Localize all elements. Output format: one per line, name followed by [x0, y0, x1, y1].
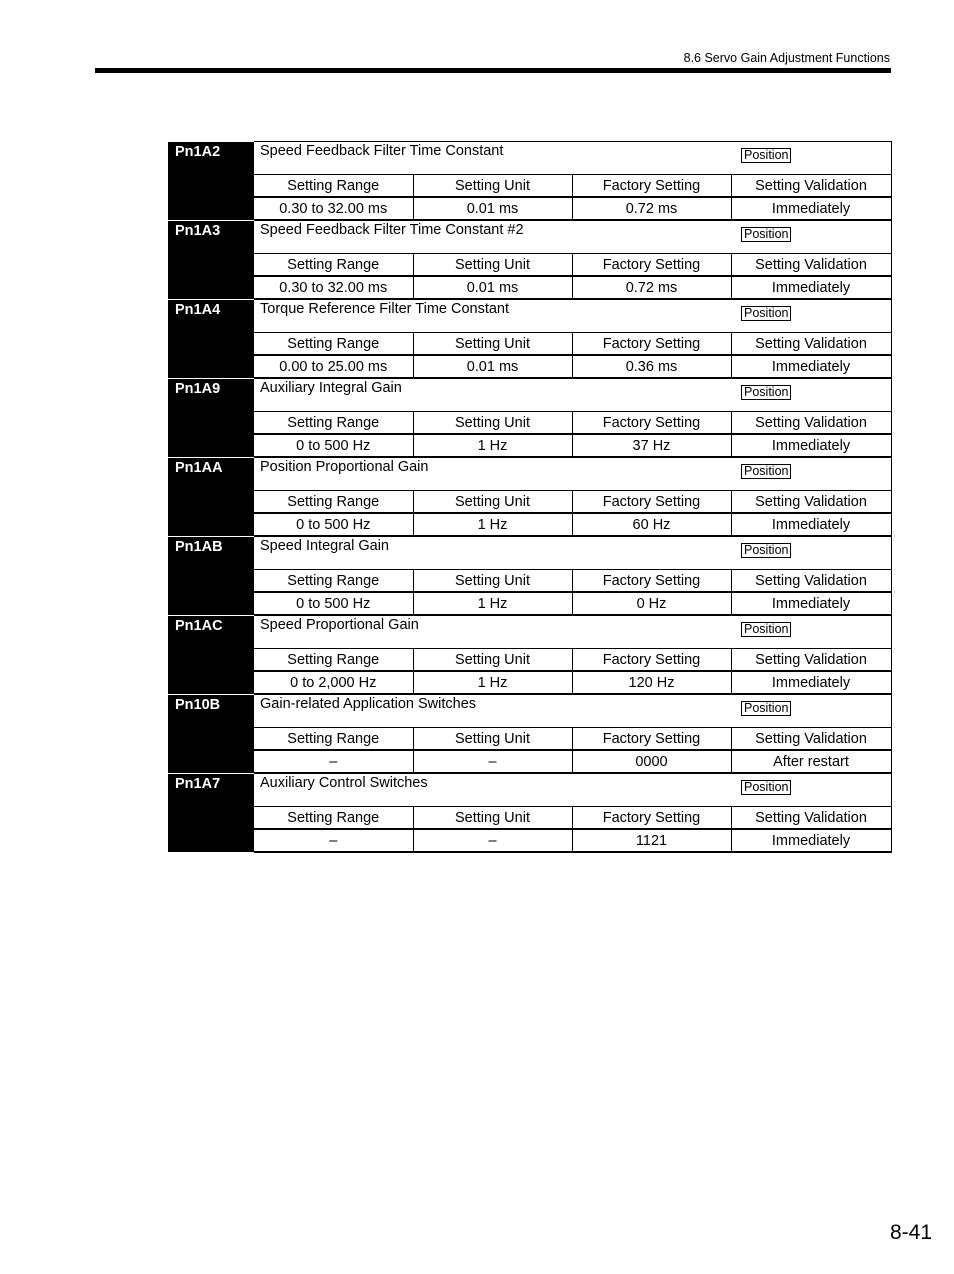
column-label-setting-validation: Setting Validation [731, 254, 891, 277]
param-name: Position Proportional Gain [260, 459, 429, 475]
param-value-range: – [254, 750, 413, 773]
column-label-setting-validation: Setting Validation [731, 175, 891, 198]
param-value-row [168, 355, 891, 378]
column-label-setting-range: Setting Range [254, 570, 413, 593]
param-name-cell [254, 378, 891, 412]
param-code: Pn1A9 [168, 378, 254, 457]
column-label-setting-range: Setting Range [254, 412, 413, 435]
control-mode-tag: Position [741, 464, 791, 479]
param-name-row [168, 615, 891, 649]
control-mode-tag: Position [741, 306, 791, 321]
param-name-cell [254, 536, 891, 570]
param-label-row [168, 649, 891, 672]
param-value-range: 0 to 2,000 Hz [254, 671, 413, 694]
column-label-factory-setting: Factory Setting [572, 254, 731, 277]
param-name-cell [254, 615, 891, 649]
param-code: Pn1AB [168, 536, 254, 615]
param-value-validation: Immediately [731, 829, 891, 852]
param-name-row [168, 457, 891, 491]
param-label-row [168, 491, 891, 514]
column-label-setting-validation: Setting Validation [731, 333, 891, 356]
param-value-range: 0 to 500 Hz [254, 434, 413, 457]
param-name-cell [254, 694, 891, 728]
param-value-row [168, 434, 891, 457]
column-label-setting-range: Setting Range [254, 491, 413, 514]
column-label-setting-range: Setting Range [254, 649, 413, 672]
param-value-factory: 60 Hz [572, 513, 731, 536]
column-label-factory-setting: Factory Setting [572, 491, 731, 514]
column-label-setting-validation: Setting Validation [731, 570, 891, 593]
column-label-setting-validation: Setting Validation [731, 412, 891, 435]
column-label-setting-unit: Setting Unit [413, 412, 572, 435]
param-name-cell [254, 773, 891, 807]
param-value-unit: 0.01 ms [413, 197, 572, 220]
param-code: Pn1A3 [168, 220, 254, 299]
column-label-setting-unit: Setting Unit [413, 649, 572, 672]
param-name: Auxiliary Integral Gain [260, 380, 402, 396]
param-value-unit: 1 Hz [413, 592, 572, 615]
control-mode-tag: Position [741, 148, 791, 163]
param-name-row [168, 220, 891, 254]
column-label-setting-unit: Setting Unit [413, 175, 572, 198]
column-label-setting-validation: Setting Validation [731, 649, 891, 672]
control-mode-tag: Position [741, 780, 791, 795]
param-value-factory: 0.72 ms [572, 276, 731, 299]
param-value-validation: Immediately [731, 434, 891, 457]
param-value-row [168, 276, 891, 299]
param-name: Speed Feedback Filter Time Constant [260, 143, 504, 159]
control-mode-tag: Position [741, 227, 791, 242]
param-code: Pn1A7 [168, 773, 254, 852]
param-value-factory: 0.72 ms [572, 197, 731, 220]
column-label-setting-validation: Setting Validation [731, 491, 891, 514]
column-label-setting-range: Setting Range [254, 728, 413, 751]
column-label-setting-unit: Setting Unit [413, 333, 572, 356]
control-mode-tag: Position [741, 622, 791, 637]
column-label-setting-unit: Setting Unit [413, 254, 572, 277]
column-label-setting-validation: Setting Validation [731, 807, 891, 830]
param-value-validation: Immediately [731, 513, 891, 536]
param-value-validation: Immediately [731, 197, 891, 220]
param-code: Pn10B [168, 694, 254, 773]
param-code: Pn1AC [168, 615, 254, 694]
param-value-factory: 120 Hz [572, 671, 731, 694]
param-value-range: 0.00 to 25.00 ms [254, 355, 413, 378]
column-label-setting-range: Setting Range [254, 175, 413, 198]
param-value-validation: Immediately [731, 671, 891, 694]
control-mode-tag: Position [741, 701, 791, 716]
column-label-setting-range: Setting Range [254, 333, 413, 356]
column-label-setting-validation: Setting Validation [731, 728, 891, 751]
param-label-row [168, 807, 891, 830]
param-value-unit: 1 Hz [413, 513, 572, 536]
param-name-cell [254, 299, 891, 333]
param-value-row [168, 592, 891, 615]
param-value-validation: Immediately [731, 592, 891, 615]
parameter-table [168, 141, 892, 853]
column-label-setting-unit: Setting Unit [413, 491, 572, 514]
param-value-row [168, 671, 891, 694]
param-label-row [168, 333, 891, 356]
control-mode-tag: Position [741, 385, 791, 400]
param-value-factory: 1121 [572, 829, 731, 852]
param-value-factory: 0 Hz [572, 592, 731, 615]
column-label-setting-unit: Setting Unit [413, 570, 572, 593]
param-value-unit: 0.01 ms [413, 355, 572, 378]
param-value-row [168, 513, 891, 536]
param-code: Pn1A4 [168, 299, 254, 378]
param-value-range: 0 to 500 Hz [254, 513, 413, 536]
param-label-row [168, 728, 891, 751]
param-name: Auxiliary Control Switches [260, 775, 428, 791]
param-name-cell [254, 142, 891, 175]
param-name-row [168, 378, 891, 412]
column-label-setting-range: Setting Range [254, 254, 413, 277]
param-value-unit: 0.01 ms [413, 276, 572, 299]
param-value-row [168, 829, 891, 852]
param-name-row [168, 536, 891, 570]
running-header: 8.6 Servo Gain Adjustment Functions [683, 51, 890, 65]
column-label-factory-setting: Factory Setting [572, 570, 731, 593]
param-value-range: 0.30 to 32.00 ms [254, 276, 413, 299]
param-label-row [168, 570, 891, 593]
param-value-range: 0.30 to 32.00 ms [254, 197, 413, 220]
column-label-factory-setting: Factory Setting [572, 807, 731, 830]
param-code: Pn1AA [168, 457, 254, 536]
param-name: Speed Integral Gain [260, 538, 389, 554]
param-value-validation: Immediately [731, 276, 891, 299]
param-name-cell [254, 220, 891, 254]
param-value-factory: 37 Hz [572, 434, 731, 457]
page-number: 8-41 [890, 1221, 933, 1244]
param-code: Pn1A2 [168, 142, 254, 221]
param-name-row [168, 773, 891, 807]
param-value-factory: 0.36 ms [572, 355, 731, 378]
param-value-validation: Immediately [731, 355, 891, 378]
param-name: Torque Reference Filter Time Constant [260, 301, 510, 317]
parameter-table-body [168, 142, 891, 853]
column-label-factory-setting: Factory Setting [572, 728, 731, 751]
param-value-unit: 1 Hz [413, 671, 572, 694]
param-name: Gain-related Application Switches [260, 696, 477, 712]
param-value-unit: – [413, 829, 572, 852]
param-value-validation: After restart [731, 750, 891, 773]
column-label-factory-setting: Factory Setting [572, 333, 731, 356]
param-name: Speed Feedback Filter Time Constant #2 [260, 222, 524, 238]
param-name-row [168, 694, 891, 728]
param-value-unit: 1 Hz [413, 434, 572, 457]
param-label-row [168, 412, 891, 435]
param-value-row [168, 197, 891, 220]
column-label-setting-range: Setting Range [254, 807, 413, 830]
column-label-factory-setting: Factory Setting [572, 175, 731, 198]
param-name-cell [254, 457, 891, 491]
param-value-unit: – [413, 750, 572, 773]
param-name-row [168, 299, 891, 333]
param-value-row [168, 750, 891, 773]
control-mode-tag: Position [741, 543, 791, 558]
column-label-setting-unit: Setting Unit [413, 728, 572, 751]
param-name: Speed Proportional Gain [260, 617, 419, 633]
column-label-factory-setting: Factory Setting [572, 412, 731, 435]
param-label-row [168, 175, 891, 198]
param-value-range: – [254, 829, 413, 852]
param-label-row [168, 254, 891, 277]
header-rule [95, 68, 891, 73]
param-name-row [168, 142, 891, 175]
param-value-factory: 0000 [572, 750, 731, 773]
param-value-range: 0 to 500 Hz [254, 592, 413, 615]
column-label-setting-unit: Setting Unit [413, 807, 572, 830]
column-label-factory-setting: Factory Setting [572, 649, 731, 672]
